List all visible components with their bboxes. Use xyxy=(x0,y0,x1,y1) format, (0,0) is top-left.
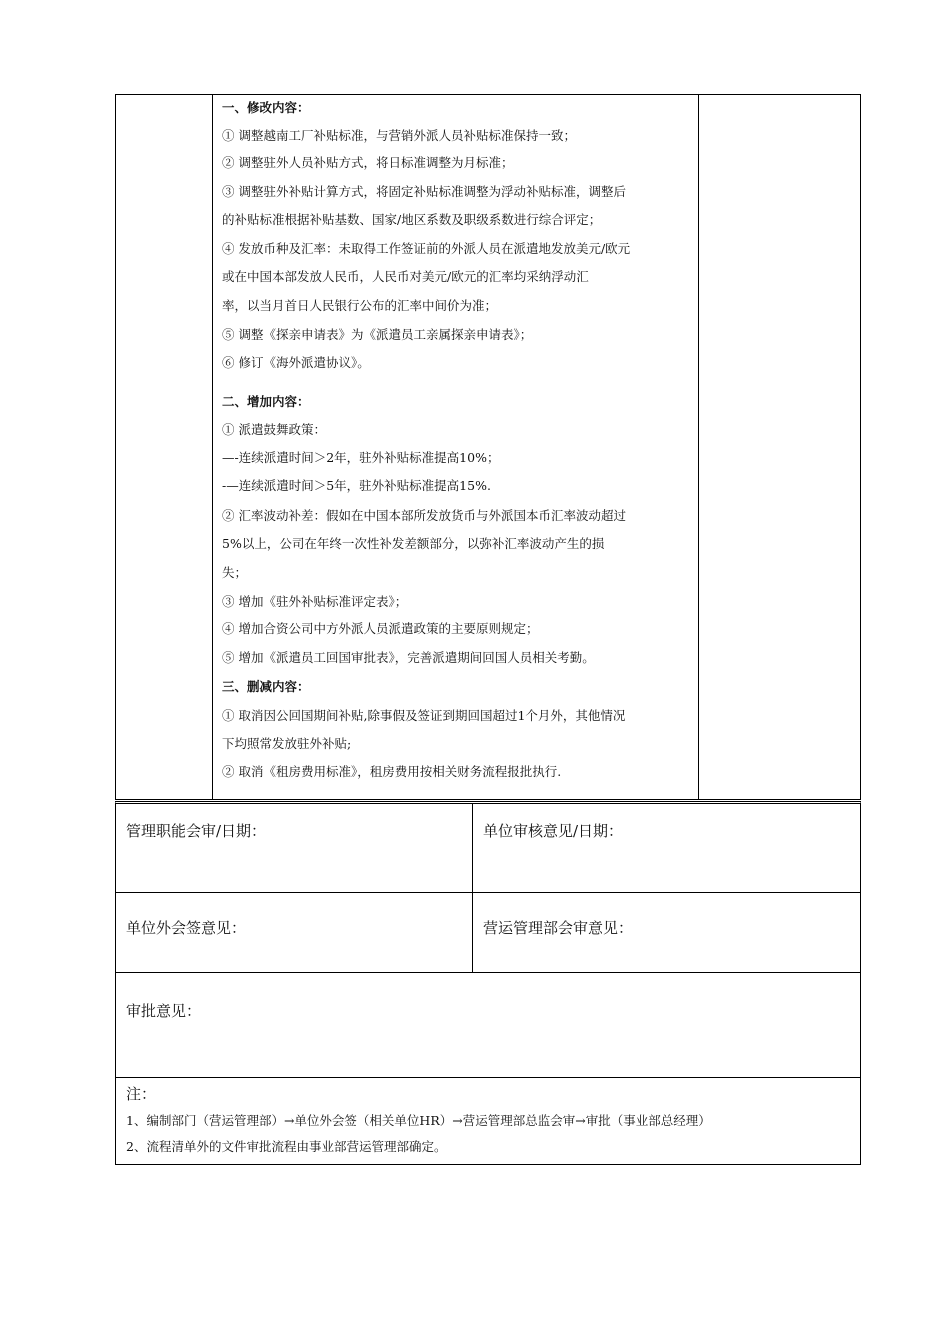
changes-table xyxy=(115,94,861,800)
ops-review-label: 营运管理部会审意见： xyxy=(483,919,634,937)
content-line: ⑤ 增加《派遣员工回国审批表》，完善派遣期间回国人员相关考勤。 xyxy=(222,650,595,665)
content-line: ② 取消《租房费用标准》，租房费用按相关财务流程报批执行. xyxy=(222,764,562,779)
approval-label: 审批意见： xyxy=(126,1002,202,1020)
content-line: ③ 增加《驻外补贴标准评定表》； xyxy=(222,594,408,609)
notes-cell xyxy=(116,1078,860,1166)
content-line: ⑤ 调整《探亲申请表》为《派遣员工亲属探亲申请表》； xyxy=(222,327,533,342)
content-line: -—连续派遣时间＞5年，驻外补贴标准提高15%. xyxy=(222,478,491,493)
unit-countersign-cell[interactable] xyxy=(116,893,472,972)
content-line: 率，以当月首日人民银行公布的汇率中间价为准； xyxy=(222,298,498,313)
content-line: 下均照常发放驻外补贴; xyxy=(222,736,352,751)
notes-line-1: 1、编制部门（营运管理部）→单位外会签（相关单位HR）→营运管理部总监会审→审批（事业部总经理） xyxy=(126,1113,711,1128)
unit-review-cell[interactable] xyxy=(473,804,859,892)
left-blank-cell xyxy=(116,95,213,799)
content-line: ④ 增加合资公司中方外派人员派遣政策的主要原则规定； xyxy=(222,621,539,636)
content-line: 的补贴标准根据补贴基数、国家/地区系数及职级系数进行综合评定； xyxy=(222,212,602,227)
content-line: ③ 调整驻外补贴计算方式，将固定补贴标准调整为浮动补贴标准，调整后 xyxy=(222,184,626,199)
mgmt-review-cell[interactable] xyxy=(116,804,472,892)
notes-title: 注： xyxy=(126,1085,157,1103)
content-line: 或在中国本部发放人民币，人民币对美元/欧元的汇率均采纳浮动汇 xyxy=(222,269,589,284)
content-line: ① 调整越南工厂补贴标准，与营销外派人员补贴标准保持一致； xyxy=(222,128,576,143)
content-line: ⑥ 修订《海外派遣协议》。 xyxy=(222,355,370,370)
content-line: 失； xyxy=(222,565,248,580)
approval-cell[interactable] xyxy=(116,973,860,1077)
notes-line-2: 2、流程清单外的文件审批流程由事业部营运管理部确定。 xyxy=(126,1139,447,1154)
ops-review-cell[interactable] xyxy=(473,893,859,972)
content-line: ④ 发放币种及汇率：未取得工作签证前的外派人员在派遣地发放美元/欧元 xyxy=(222,241,631,256)
approval-table xyxy=(115,801,861,1165)
content-line: 5%以上，公司在年终一次性补发差额部分，以弥补汇率波动产生的损 xyxy=(222,536,605,551)
content-line: ① 派遣鼓舞政策： xyxy=(222,422,326,437)
content-line: ② 汇率波动补差：假如在中国本部所发放货币与外派国本币汇率波动超过 xyxy=(222,508,626,523)
right-blank-cell xyxy=(698,95,860,799)
mgmt-review-label: 管理职能会审/日期： xyxy=(126,822,267,840)
content-line: —-连续派遣时间＞2年，驻外补贴标准提高10%； xyxy=(222,450,500,465)
content-line: ① 取消因公回国期间补贴,除事假及签证到期回国超过1个月外，其他情况 xyxy=(222,708,626,723)
content-line: ② 调整驻外人员补贴方式，将日标准调整为月标准； xyxy=(222,155,514,170)
section-heading: 二、增加内容： xyxy=(222,394,310,409)
unit-review-label: 单位审核意见/日期： xyxy=(483,822,624,840)
unit-countersign-label: 单位外会签意见： xyxy=(126,919,247,937)
section-heading: 三、删减内容： xyxy=(222,679,310,694)
section-heading: 一、修改内容： xyxy=(222,100,310,115)
